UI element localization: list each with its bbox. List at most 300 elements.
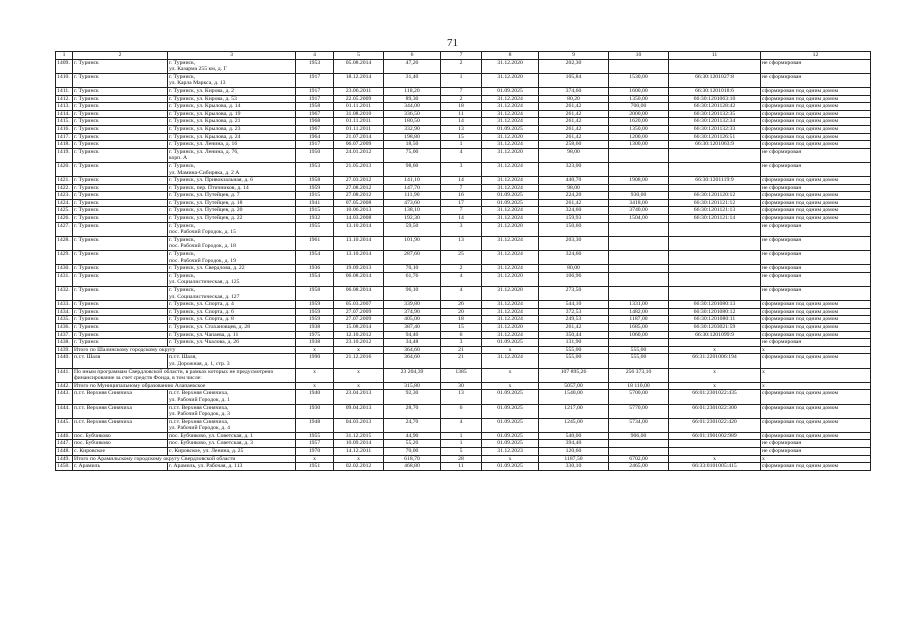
table-cell: 10.09.2014 (334, 440, 384, 448)
table-cell: 324,60 (539, 207, 609, 215)
table-cell: 3 (441, 339, 482, 347)
table-row (56, 184, 871, 192)
table-cell: 3740,00 (609, 207, 669, 215)
table-cell: не сформирован (761, 339, 871, 347)
table-cell: г. Туринск, ул. Путейцев, д. 22 (168, 215, 296, 223)
table-cell: не сформирован (761, 448, 871, 456)
table-cell: Итого по Муниципальному образованию Алапаевское (73, 382, 296, 390)
table-cell: сформирован под одним домом (761, 463, 871, 471)
table-cell: 1441. (56, 368, 73, 382)
table-cell: x (761, 346, 871, 354)
table-cell (609, 339, 669, 347)
table-cell: 1440. (56, 354, 73, 368)
table-cell: сформирован под одним домом (761, 103, 871, 111)
table-cell: 18,50 (384, 141, 441, 149)
table-cell: 374,90 (384, 308, 441, 316)
table-cell: 1915 (296, 207, 334, 215)
table-row (56, 199, 871, 207)
table-cell: не сформирован (761, 59, 871, 73)
table-cell: 27.07.2009 (334, 308, 384, 316)
table-cell: г. Туринск, пос. Рабочий Городок, д. 15 (168, 222, 296, 236)
table-cell: 159,93 (539, 215, 609, 223)
table-cell: 1425. (56, 207, 73, 215)
table-row (56, 251, 871, 265)
table-cell: 01.09.2025 (482, 125, 539, 133)
table-cell (609, 440, 669, 448)
table-row (56, 59, 871, 73)
table-cell: 1967 (296, 125, 334, 133)
table-cell: 1 (441, 432, 482, 440)
table-cell: 21.12.2016 (334, 354, 384, 368)
table-row (56, 87, 871, 95)
table-cell: г. Туринск (73, 133, 168, 141)
table-cell: 5057,00 (539, 382, 609, 390)
table-cell: 930,00 (609, 192, 669, 200)
table-row (56, 346, 871, 354)
table-cell: г. Туринск, ул. Ленина, д. 16 (168, 141, 296, 149)
table-row (56, 308, 871, 316)
table-cell: 01.09.2025 (482, 199, 539, 207)
table-cell: сформирован под одним домом (761, 331, 871, 339)
table-row (56, 222, 871, 236)
table-cell: 1245,00 (539, 418, 609, 432)
table-cell: x (761, 368, 871, 382)
table-cell: 1970 (296, 448, 334, 456)
table-cell: 1429. (56, 251, 73, 265)
table-cell: не сформирован (761, 272, 871, 286)
table-cell: г. Туринск, ул. Карла Маркса, д. 13 (168, 73, 296, 87)
table-cell: пос. Бубчиково (73, 440, 168, 448)
table-cell: г. Туринск, ул. Путейцев, д. 7 (168, 192, 296, 200)
table-cell: п.г.т. Верхняя Синячиха (73, 418, 168, 432)
table-cell (609, 287, 669, 301)
table-cell: 336,50 (384, 110, 441, 118)
table-cell: п.г.т. Верхняя Синячиха (73, 404, 168, 418)
table-cell: 4 (441, 272, 482, 286)
table-cell: г. Туринск (73, 148, 168, 162)
table-cell: 98,60 (384, 162, 441, 176)
table-cell: сформирован под одним домом (761, 133, 871, 141)
table-cell: 374,60 (539, 87, 609, 95)
table-cell (669, 162, 761, 176)
table-cell: 1421. (56, 177, 73, 185)
table-row (56, 192, 871, 200)
table-cell: 31.12.2024 (482, 110, 539, 118)
table-cell: 2 (441, 95, 482, 103)
table-row (56, 148, 871, 162)
table-cell: 107 895,26 (539, 368, 609, 382)
table-cell: 1964 (296, 133, 334, 141)
table-cell: x (296, 382, 334, 390)
table-cell: 1435. (56, 316, 73, 324)
table-cell: г. Туринск, ул. Чкалова, д. 26 (168, 339, 296, 347)
table-cell: 1412. (56, 95, 73, 103)
table-cell: 1600,00 (609, 87, 669, 95)
table-row (56, 323, 871, 331)
table-cell: 224,20 (539, 192, 609, 200)
table-cell: 17 (441, 199, 482, 207)
table-cell: 66:30:1201121:14 (669, 215, 761, 223)
table-cell: г. Туринск (73, 207, 168, 215)
table-cell (609, 184, 669, 192)
table-cell: 1445. (56, 418, 73, 432)
table-cell: 06.08.2014 (334, 272, 384, 286)
table-cell: г. Туринск (73, 215, 168, 223)
table-cell: 15 (441, 323, 482, 331)
table-cell: сформирован под одним домом (761, 316, 871, 324)
table-cell: 1443. (56, 390, 73, 404)
table-cell: г. Туринск, ул. Казарма 255 км, д. Г (168, 59, 296, 73)
table-cell: г. Туринск, ул. Кирова, д. 2 (168, 87, 296, 95)
table-cell: 7 (441, 207, 482, 215)
table-row (56, 354, 871, 368)
table-cell: пос. Бубчиково, ул. Советская, д. 3 (168, 440, 296, 448)
table-cell: 1955 (296, 222, 334, 236)
table-cell: сформирован под одним домом (761, 125, 871, 133)
table-row (56, 141, 871, 149)
table-cell: 1932 (296, 215, 334, 223)
table-cell: 7 (441, 87, 482, 95)
table-cell: г. Туринск, ул. Крылова, д. 14 (168, 103, 296, 111)
table-cell: 118,20 (384, 87, 441, 95)
table-cell: 1504,00 (609, 215, 669, 223)
table-cell: 1482,00 (609, 308, 669, 316)
table-cell: 2 (441, 265, 482, 273)
table-cell: г. Туринск, ул. Спорта, д. 4 (168, 301, 296, 309)
table-cell: г. Туринск (73, 236, 168, 250)
table-cell: г. Туринск (73, 222, 168, 236)
table-cell (669, 184, 761, 192)
table-cell: г. Туринск, ул. Стахановцев, д. 28 (168, 323, 296, 331)
table-cell: не сформирован (761, 222, 871, 236)
table-cell: 66:30:1201119:9 (669, 177, 761, 185)
table-cell: 106,96 (539, 272, 609, 286)
table-cell: 1430. (56, 265, 73, 273)
table-cell: 66:01:1901002:989 (669, 432, 761, 440)
table-cell: г. Туринск (73, 184, 168, 192)
table-cell: x (482, 346, 539, 354)
table-cell: 25 (441, 251, 482, 265)
table-cell: 59,50 (384, 222, 441, 236)
table-cell: 405,00 (384, 316, 441, 324)
table-cell (609, 265, 669, 273)
table-cell: 04.03.2013 (334, 418, 384, 432)
table-cell: 61,76 (384, 272, 441, 286)
table-cell: 23.10.2012 (334, 339, 384, 347)
table-cell: 31.12.2024 (482, 265, 539, 273)
table-cell: 1413. (56, 103, 73, 111)
table-cell: 1331,00 (609, 301, 669, 309)
table-cell: 13 (441, 390, 482, 404)
table-cell: сформирован под одним домом (761, 390, 871, 404)
table-cell: сформирован под одним домом (761, 354, 871, 368)
table-cell: 1958 (296, 103, 334, 111)
table-row (56, 301, 871, 309)
table-cell: 15.08.2014 (334, 323, 384, 331)
table-cell: 31.12.2015 (334, 432, 384, 440)
table-cell: 1 (441, 141, 482, 149)
table-cell: 555,00 (609, 354, 669, 368)
table-cell: x (296, 368, 334, 382)
table-cell: не сформирован (761, 265, 871, 273)
table-cell: 1423. (56, 192, 73, 200)
table-row (56, 390, 871, 404)
table-cell: 34,48 (384, 339, 441, 347)
table-cell: г. Туринск (73, 110, 168, 118)
table-cell: 23.04.2013 (334, 390, 384, 404)
table-cell: 1915 (296, 192, 334, 200)
table-cell: 80,20 (539, 95, 609, 103)
table-cell: 21.07.2014 (334, 133, 384, 141)
column-number-cell: 2 (73, 52, 168, 60)
table-cell: г. Туринск (73, 125, 168, 133)
table-cell: 1300,00 (609, 141, 669, 149)
table-cell: 28,70 (384, 404, 441, 418)
table-cell: 1930 (296, 404, 334, 418)
table-cell: 198,80 (384, 133, 441, 141)
table-cell: г. Туринск, ул. Свердлова, д. 22 (168, 265, 296, 273)
table-cell: 66:30:1201080:13 (669, 301, 761, 309)
table-cell: 66:30:1201128:42 (669, 103, 761, 111)
table-cell: x (334, 382, 384, 390)
table-cell (609, 59, 669, 73)
table-cell: 1411. (56, 87, 73, 95)
table-cell: г. Туринск (73, 103, 168, 111)
table-cell: 256 373,10 (609, 368, 669, 382)
table-cell: 1350,00 (609, 95, 669, 103)
table-cell: 1437. (56, 331, 73, 339)
table-cell: 1422. (56, 184, 73, 192)
table-cell: 1938 (296, 323, 334, 331)
table-cell (669, 440, 761, 448)
table-cell (669, 339, 761, 347)
table-cell: 27.08.2012 (334, 184, 384, 192)
table-cell: 1908,00 (609, 177, 669, 185)
table-row (56, 118, 871, 126)
column-number-cell: 3 (168, 52, 296, 60)
table-cell: 31.12.2024 (482, 95, 539, 103)
table-cell: с. Кировское (73, 448, 168, 456)
table-cell: 324,60 (539, 251, 609, 265)
table-cell: 31.12.2024 (482, 177, 539, 185)
table-cell: 66:01:2301022:420 (669, 418, 761, 432)
table-row (56, 177, 871, 185)
table-cell: г. Туринск (73, 192, 168, 200)
table-cell: 14 (441, 177, 482, 185)
table-cell: 261,42 (539, 199, 609, 207)
table-cell: 18 110,00 (609, 382, 669, 390)
table-cell: 31,40 (384, 73, 441, 87)
table-cell: 94,40 (384, 331, 441, 339)
table-cell: п.г.т. Верхняя Синячиха, ул. Рабочий Городок, д. 1 (168, 390, 296, 404)
table-cell: 12.10.2012 (334, 331, 384, 339)
table-cell: г. Туринск, ул. Крылова, д. 19 (168, 110, 296, 118)
table-cell: 01.09.2025 (482, 418, 539, 432)
table-cell: п.г.т. Шаля (73, 354, 168, 368)
table-cell: 19.09.2013 (334, 265, 384, 273)
table-cell: По иным программам Свердловской области, в рамках которых не предусмотрено финансирование за счет средств Фонда, в том числе: (73, 368, 296, 382)
table-cell: 105,84 (539, 73, 609, 87)
table-cell: 1 (441, 73, 482, 87)
table-cell: г. Туринск, ул. Чапаева, д. 11 (168, 331, 296, 339)
table-row (56, 265, 871, 273)
table-cell: 1424. (56, 199, 73, 207)
table-cell: 44,90 (384, 432, 441, 440)
table-cell: г. Туринск, ул. Социалистическая, д. 127 (168, 287, 296, 301)
column-number-cell: 12 (761, 52, 871, 60)
table-cell: г. Туринск (73, 339, 168, 347)
table-cell: 273,50 (539, 287, 609, 301)
table-cell: пос. Бубчиково (73, 432, 168, 440)
table-cell: г. Туринск (73, 251, 168, 265)
table-cell: 66:30:1201132:33 (669, 125, 761, 133)
column-number-row (56, 52, 871, 60)
table-cell: 05.03.2007 (334, 301, 384, 309)
table-cell: 55,20 (384, 440, 441, 448)
table-cell: 14 (441, 118, 482, 126)
table-cell: 1432. (56, 287, 73, 301)
table-cell: x (761, 382, 871, 390)
table-cell: 1414. (56, 110, 73, 118)
table-row (56, 418, 871, 432)
table-cell: 150,60 (539, 222, 609, 236)
table-cell: п.г.т. Верхняя Синячиха, ул. Рабочий Городок, д. 4 (168, 418, 296, 432)
table-cell: 440,70 (539, 177, 609, 185)
table-cell: 1961 (296, 236, 334, 250)
table-cell: 22.05.2009 (334, 95, 384, 103)
table-row (56, 125, 871, 133)
table-cell: 66:31:2201006:194 (669, 354, 761, 368)
table-cell: 332,90 (384, 125, 441, 133)
table-cell: сформирован под одним домом (761, 432, 871, 440)
table-cell: 01.09.2025 (482, 440, 539, 448)
table-cell: г. Туринск (73, 287, 168, 301)
table-cell: 07.05.2008 (334, 199, 384, 207)
table-cell: 287,60 (384, 251, 441, 265)
table-cell: г. Туринск, пер. Птичников, д. 14 (168, 184, 296, 192)
table-cell: г. Туринск, пос. Рабочий Городок, д. 18 (168, 236, 296, 250)
table-cell (609, 272, 669, 286)
table-cell: 1959 (296, 301, 334, 309)
table-cell: г. Туринск (73, 162, 168, 176)
table-cell: 13.10.2014 (334, 251, 384, 265)
table-cell: 13.10.2014 (334, 222, 384, 236)
table-cell: 18 (441, 316, 482, 324)
table-cell: 180,50 (384, 118, 441, 126)
table-cell: сформирован под одним домом (761, 95, 871, 103)
table-row (56, 382, 871, 390)
table-cell: 06.07.2009 (334, 141, 384, 149)
table-cell: 01.09.2025 (482, 390, 539, 404)
table-cell: г. Туринск, ул. Социалистическая, д. 125 (168, 272, 296, 286)
column-number-cell: 4 (296, 52, 334, 60)
table-row (56, 215, 871, 223)
table-cell: 147,70 (384, 184, 441, 192)
table-cell: 323,00 (539, 162, 609, 176)
table-row (56, 455, 871, 463)
table-cell: 31.12.2024 (482, 331, 539, 339)
table-cell: 24,70 (384, 418, 441, 432)
table-cell: 18 (441, 103, 482, 111)
table-cell: 1957 (296, 440, 334, 448)
table-cell: г. Туринск (73, 95, 168, 103)
table-cell: г. Туринск (73, 177, 168, 185)
table-cell: 7 (441, 184, 482, 192)
table-cell: 261,42 (539, 118, 609, 126)
table-cell: 1410. (56, 73, 73, 87)
column-number-cell: 5 (334, 52, 384, 60)
table-cell: 249,53 (539, 316, 609, 324)
table-cell: г. Туринск (73, 73, 168, 87)
table-cell: 364,60 (384, 354, 441, 368)
table-cell: 1959 (296, 316, 334, 324)
table-cell: 1434. (56, 308, 73, 316)
table-cell: 96,10 (384, 287, 441, 301)
table-cell: 14.12.2011 (334, 448, 384, 456)
table-cell: г. Туринск, ул. Кирова, д. 53 (168, 95, 296, 103)
table-cell: 1685,00 (609, 323, 669, 331)
table-cell: x (669, 346, 761, 354)
table-cell: 13 (441, 236, 482, 250)
table-cell: 315,80 (384, 382, 441, 390)
table-cell: 1958 (296, 287, 334, 301)
table-cell: 261,42 (539, 133, 609, 141)
table-cell: 1200,00 (609, 133, 669, 141)
table-row (56, 404, 871, 418)
table-cell: 01.09.2025 (482, 432, 539, 440)
table-cell: 27.07.2009 (334, 316, 384, 324)
table-cell: 1439. (56, 346, 73, 354)
table-cell: 01.09.2025 (482, 463, 539, 471)
table-cell: 05.08.2014 (334, 59, 384, 73)
table-cell: 66:30:1201132:34 (669, 118, 761, 126)
table-cell: 11 (441, 463, 482, 471)
table-cell: Итого по Арамильскому городскому округу Свердловской области (73, 455, 296, 463)
table-cell: 66:30:1201121:13 (669, 207, 761, 215)
table-cell: 31.12.2020 (482, 133, 539, 141)
table-row (56, 133, 871, 141)
table-cell: 31.12.2024 (482, 251, 539, 265)
table-cell: 261,42 (539, 323, 609, 331)
table-cell: 14 (441, 215, 482, 223)
table-cell: 5734,00 (609, 418, 669, 432)
table-cell: x (669, 382, 761, 390)
table-cell: 1917 (296, 141, 334, 149)
table-cell: x (334, 455, 384, 463)
table-cell: г. Туринск (73, 272, 168, 286)
table-cell: 3 (441, 162, 482, 176)
table-cell: 47,20 (384, 59, 441, 73)
column-number-cell: 9 (539, 52, 609, 60)
table-cell: 618,70 (384, 455, 441, 463)
table-row (56, 448, 871, 456)
table-cell: 906,00 (609, 432, 669, 440)
table-cell: не сформирован (761, 251, 871, 265)
table-cell: г. Туринск, ул. Крылова, д. 23 (168, 125, 296, 133)
table-cell: 1418. (56, 141, 73, 149)
table-cell: г. Туринск (73, 141, 168, 149)
table-cell: 3 (441, 222, 482, 236)
table-cell: 1940 (296, 390, 334, 404)
table-cell: 1917 (296, 87, 334, 95)
table-cell: 1948 (296, 418, 334, 432)
table-cell: 344,00 (384, 103, 441, 111)
table-cell: 98,00 (539, 184, 609, 192)
table-cell: 1426. (56, 215, 73, 223)
table-cell: 66:30:1201132:35 (669, 110, 761, 118)
table-row (56, 236, 871, 250)
table-cell: 66:01:2301022:435 (669, 390, 761, 404)
